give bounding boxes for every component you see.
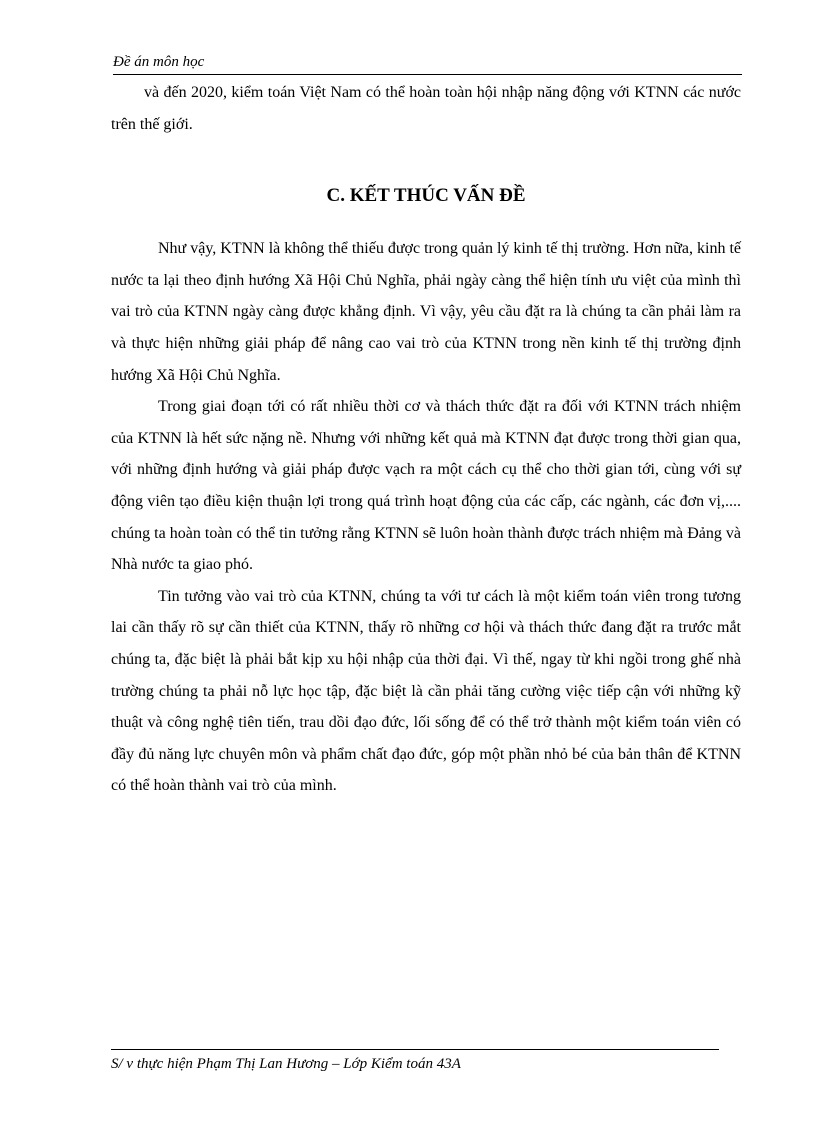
document-body xyxy=(111,77,741,802)
page-header xyxy=(113,52,742,75)
body-paragraph-1: Như vậy, KTNN là không thể thiếu được trong quản lý kinh tế thị trường. Hơn nữa, kinh tế nước ta lại theo định hướng Xã Hội Chủ Nghĩa, phải ngày càng thể hiện tính ưu việt của mình thì vai trò của KTNN ngày càng được khẳng định. Vì vậy, yêu cầu đặt ra là chúng ta cần phải làm ra và thực hiện những giải pháp để nâng cao vai trò của KTNN trong nền kinh tế thị trường định hướng Xã Hội Chủ Nghĩa. xyxy=(111,240,741,384)
header-title: Đề án môn học xyxy=(113,54,205,70)
intro-paragraph: và đến 2020, kiểm toán Việt Nam có thể hoàn toàn hội nhập năng động với KTNN các nước trên thế giới. xyxy=(111,84,741,133)
section-heading: C. KẾT THÚC VẤN ĐỀ xyxy=(326,185,526,207)
body-paragraph-3: Tin tưởng vào vai trò của KTNN, chúng ta với tư cách là một kiểm toán viên trong tương lai cần thấy rõ sự cần thiết của KTNN, thấy rõ những cơ hội và thách thức đang đặt ra trước mắt chúng ta, đặc biệt là phải bắt kịp xu hội nhập của thời đại. Vì thế, ngay từ khi ngồi trong ghế nhà trường chúng ta phải nỗ lực học tập, đặc biệt là cần phải tăng cường việc tiếp cận với những kỹ thuật và công nghệ tiên tiến, trau dồi đạo đức, lối sống để có thể trở thành một kiểm toán viên có đầy đủ năng lực chuyên môn và phẩm chất đạo đức, góp một phần nhỏ bé của bản thân để KTNN có thể hoàn thành vai trò của mình. xyxy=(111,587,741,795)
page-footer xyxy=(111,1049,719,1074)
body-paragraph-2: Trong giai đoạn tới có rất nhiều thời cơ và thách thức đặt ra đối với KTNN trách nhiệm của KTNN là hết sức nặng nề. Nhưng với những kết quả mà KTNN đạt được trong thời gian qua, với những định hướng và giải pháp được vạch ra một cách cụ thể cho thời gian tới, cùng với sự động viên tạo điều kiện thuận lợi trong quá trình hoạt động của các cấp, các ngành, các đơn vị,.... chúng ta hoàn toàn có thể tin tưởng rằng KTNN sẽ luôn hoàn thành được trách nhiệm mà Đảng và Nhà nước ta giao phó. xyxy=(111,398,741,574)
footer-author-line: S/ v thực hiện Phạm Thị Lan Hương – Lớp Kiểm toán 43A xyxy=(111,1056,461,1072)
